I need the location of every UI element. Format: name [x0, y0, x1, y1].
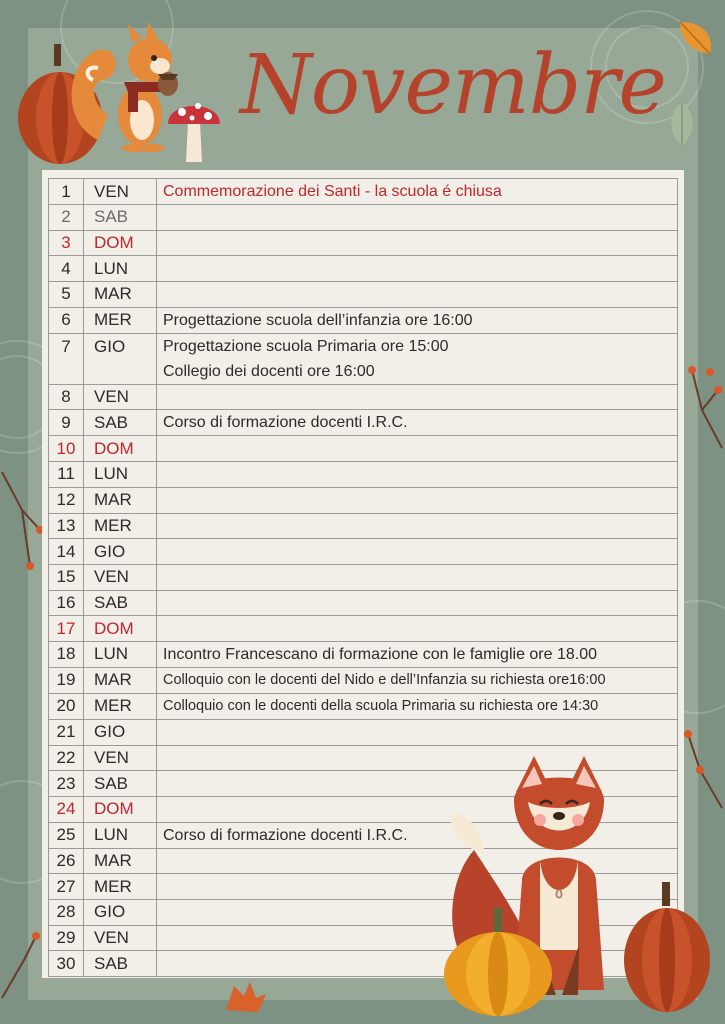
calendar-row [49, 230, 678, 256]
weekday: DOM [84, 797, 157, 823]
day-number: 15 [49, 564, 84, 590]
day-number: 26 [49, 848, 84, 874]
calendar-row [49, 693, 678, 719]
day-number: 8 [49, 384, 84, 410]
weekday: VEN [84, 745, 157, 771]
pumpkin-icon [622, 880, 712, 1014]
weekday: MER [84, 513, 157, 539]
day-number: 17 [49, 616, 84, 642]
event-cell [157, 436, 678, 462]
weekday: MER [84, 693, 157, 719]
weekday: DOM [84, 230, 157, 256]
weekday: GIO [84, 539, 157, 565]
event-cell [157, 487, 678, 513]
weekday: VEN [84, 564, 157, 590]
day-number: 1 [49, 179, 84, 205]
day-number: 12 [49, 487, 84, 513]
event-cell [157, 564, 678, 590]
weekday: GIO [84, 333, 157, 384]
calendar-row [49, 667, 678, 693]
day-number: 14 [49, 539, 84, 565]
weekday: DOM [84, 616, 157, 642]
event-text: Corso di formazione docenti I.R.C. [163, 826, 408, 844]
berry-branch-icon [682, 730, 725, 810]
leaf-icon [676, 18, 716, 58]
weekday: LUN [84, 641, 157, 667]
day-number: 30 [49, 951, 84, 977]
event-cell [157, 719, 678, 745]
weekday: SAB [84, 771, 157, 797]
day-number: 3 [49, 230, 84, 256]
calendar-row [49, 436, 678, 462]
calendar-row [49, 616, 678, 642]
day-number: 7 [49, 333, 84, 384]
day-number: 2 [49, 205, 84, 231]
event-text: Colloquio con le docenti della scuola Primaria su richiesta ore 14:30 [163, 697, 599, 714]
weekday: SAB [84, 205, 157, 231]
event-text: Collegio dei docenti ore 16:00 [163, 362, 375, 380]
weekday: DOM [84, 436, 157, 462]
event-cell [157, 667, 678, 693]
event-text: Incontro Francescano di formazione con le famiglie ore 18.00 [163, 645, 598, 663]
weekday: GIO [84, 900, 157, 926]
day-number: 27 [49, 874, 84, 900]
calendar-row [49, 282, 678, 308]
calendar-row [49, 564, 678, 590]
event-cell [157, 693, 678, 719]
calendar-row [49, 539, 678, 565]
weekday: MAR [84, 282, 157, 308]
weekday: SAB [84, 410, 157, 436]
weekday: LUN [84, 822, 157, 848]
event-cell [157, 641, 678, 667]
calendar-row [49, 205, 678, 231]
weekday: SAB [84, 951, 157, 977]
event-cell [157, 410, 678, 436]
calendar-row [49, 719, 678, 745]
day-number: 4 [49, 256, 84, 282]
calendar-row [49, 333, 678, 384]
calendar-row [49, 590, 678, 616]
event-cell [157, 384, 678, 410]
event-cell [157, 282, 678, 308]
event-cell [157, 590, 678, 616]
leaf-icon [224, 980, 268, 1014]
day-number: 25 [49, 822, 84, 848]
event-cell [157, 205, 678, 231]
day-number: 29 [49, 925, 84, 951]
weekday: LUN [84, 462, 157, 488]
day-number: 28 [49, 900, 84, 926]
calendar-row [49, 462, 678, 488]
event-cell [157, 616, 678, 642]
day-number: 23 [49, 771, 84, 797]
calendar-row [49, 513, 678, 539]
event-cell [157, 230, 678, 256]
berry-branch-icon [0, 470, 44, 570]
weekday: MAR [84, 848, 157, 874]
event-cell [157, 539, 678, 565]
event-cell [157, 513, 678, 539]
event-text: Corso di formazione docenti I.R.C. [163, 414, 408, 432]
day-number: 5 [49, 282, 84, 308]
weekday: VEN [84, 179, 157, 205]
page-title: Novembre [240, 38, 666, 133]
mushroom-icon [166, 92, 222, 166]
pumpkin-icon [442, 906, 554, 1018]
day-number: 10 [49, 436, 84, 462]
day-number: 21 [49, 719, 84, 745]
weekday: MER [84, 874, 157, 900]
day-number: 22 [49, 745, 84, 771]
berry-branch-icon [682, 360, 725, 450]
berry-branch-icon [0, 930, 44, 1000]
day-number: 9 [49, 410, 84, 436]
event-text: Progettazione scuola dell’infanzia ore 16:00 [163, 311, 473, 329]
weekday: MAR [84, 487, 157, 513]
event-cell [157, 256, 678, 282]
weekday: GIO [84, 719, 157, 745]
calendar-row [49, 641, 678, 667]
day-number: 16 [49, 590, 84, 616]
weekday: VEN [84, 384, 157, 410]
calendar-row [49, 256, 678, 282]
weekday: MAR [84, 667, 157, 693]
event-cell [157, 307, 678, 333]
calendar-row [49, 487, 678, 513]
day-number: 24 [49, 797, 84, 823]
day-number: 11 [49, 462, 84, 488]
event-text: Progettazione scuola Primaria ore 15:00 [163, 337, 449, 355]
day-number: 19 [49, 667, 84, 693]
event-text: Colloquio con le docenti del Nido e dell’Infanzia su richiesta ore16:00 [163, 671, 606, 688]
day-number: 18 [49, 641, 84, 667]
day-number: 20 [49, 693, 84, 719]
day-number: 6 [49, 307, 84, 333]
calendar-row [49, 384, 678, 410]
weekday: MER [84, 307, 157, 333]
calendar-row [49, 410, 678, 436]
event-text: Commemorazione dei Santi - la scuola é chiusa [163, 183, 502, 200]
day-number: 13 [49, 513, 84, 539]
weekday: LUN [84, 256, 157, 282]
event-cell [157, 333, 678, 384]
event-cell [157, 462, 678, 488]
weekday: SAB [84, 590, 157, 616]
calendar-row [49, 307, 678, 333]
weekday: VEN [84, 925, 157, 951]
leaf-icon [664, 100, 700, 148]
calendar-row [49, 179, 678, 205]
event-cell [157, 179, 678, 205]
